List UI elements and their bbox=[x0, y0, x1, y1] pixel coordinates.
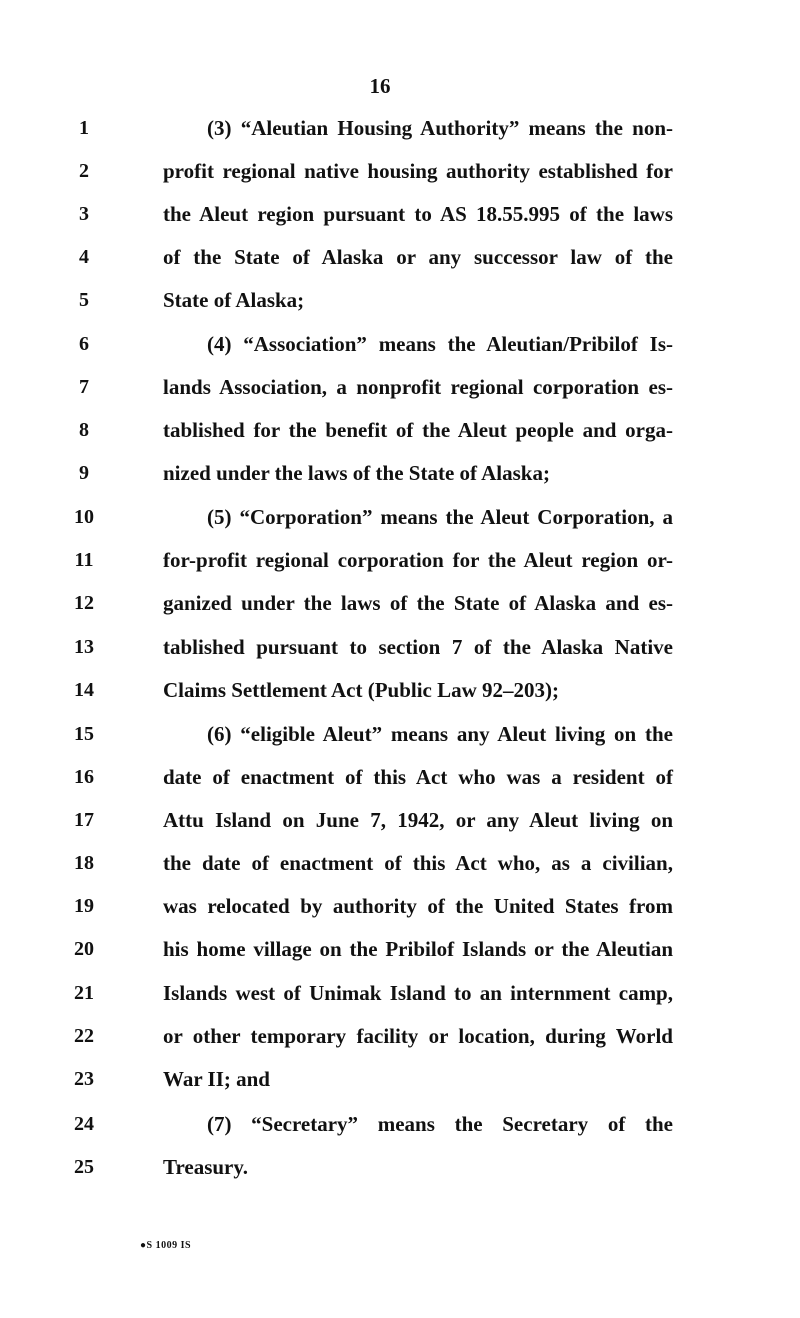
line-number: 8 bbox=[79, 419, 89, 441]
line-number: 9 bbox=[79, 462, 89, 484]
line-number: 11 bbox=[74, 549, 94, 571]
line-text: the Aleut region pursuant to AS 18.55.995 of the laws bbox=[163, 202, 673, 226]
line-text: Claims Settlement Act (Public Law 92–203); bbox=[163, 678, 560, 702]
text-line bbox=[0, 675, 800, 705]
line-text: (4) “Association” means the Aleutian/Pribilof Is- bbox=[207, 332, 673, 356]
text-line bbox=[0, 891, 800, 921]
line-number: 18 bbox=[74, 852, 94, 874]
text-line bbox=[0, 199, 800, 229]
line-number: 13 bbox=[74, 636, 94, 658]
line-number: 21 bbox=[74, 982, 94, 1004]
line-number: 12 bbox=[74, 592, 94, 614]
text-line bbox=[0, 1021, 800, 1051]
text-line bbox=[0, 1109, 800, 1139]
line-text: of the State of Alaska or any successor law of the bbox=[163, 245, 673, 269]
text-line bbox=[0, 762, 800, 792]
text-line bbox=[0, 458, 800, 488]
line-text: (6) “eligible Aleut” means any Aleut living on the bbox=[207, 722, 673, 746]
line-number: 5 bbox=[79, 289, 89, 311]
text-line bbox=[0, 545, 800, 575]
page-number: 16 bbox=[369, 74, 391, 98]
line-number: 6 bbox=[79, 333, 89, 355]
text-line bbox=[0, 632, 800, 662]
text-line bbox=[0, 502, 800, 532]
line-text: was relocated by authority of the United States from bbox=[163, 894, 673, 918]
line-number: 15 bbox=[74, 723, 94, 745]
line-number: 22 bbox=[74, 1025, 94, 1047]
text-line bbox=[0, 1152, 800, 1182]
line-text: Islands west of Unimak Island to an internment camp, bbox=[163, 981, 673, 1005]
text-line bbox=[0, 848, 800, 878]
line-text: profit regional native housing authority established for bbox=[163, 159, 673, 183]
line-text: tablished pursuant to section 7 of the Alaska Native bbox=[163, 635, 673, 659]
text-line bbox=[0, 1064, 800, 1094]
text-line bbox=[0, 329, 800, 359]
line-number: 14 bbox=[74, 679, 94, 701]
line-number: 19 bbox=[74, 895, 94, 917]
line-number: 24 bbox=[74, 1113, 94, 1135]
line-text: or other temporary facility or location, during World bbox=[163, 1024, 673, 1048]
text-line bbox=[0, 285, 800, 315]
line-text: (3) “Aleutian Housing Authority” means the non- bbox=[207, 116, 673, 140]
text-line bbox=[0, 805, 800, 835]
line-text: nized under the laws of the State of Alaska; bbox=[163, 461, 550, 485]
line-number: 20 bbox=[74, 938, 94, 960]
text-line bbox=[0, 113, 800, 143]
line-text: (7) “Secretary” means the Secretary of the bbox=[207, 1112, 673, 1136]
line-number: 3 bbox=[79, 203, 89, 225]
line-number: 17 bbox=[74, 809, 94, 831]
line-text: tablished for the benefit of the Aleut people and orga- bbox=[163, 418, 673, 442]
line-text: War II; and bbox=[163, 1067, 270, 1091]
line-text: for-profit regional corporation for the Aleut region or- bbox=[163, 548, 673, 572]
line-number: 7 bbox=[79, 376, 89, 398]
text-line bbox=[0, 242, 800, 272]
line-text: (5) “Corporation” means the Aleut Corporation, a bbox=[207, 505, 673, 529]
text-line bbox=[0, 156, 800, 186]
text-line bbox=[0, 372, 800, 402]
line-text: State of Alaska; bbox=[163, 288, 305, 312]
line-text: date of enactment of this Act who was a resident of bbox=[163, 765, 673, 789]
line-number: 23 bbox=[74, 1068, 94, 1090]
line-number: 4 bbox=[79, 246, 89, 268]
text-line bbox=[0, 415, 800, 445]
line-number: 25 bbox=[74, 1156, 94, 1178]
line-number: 16 bbox=[74, 766, 94, 788]
line-text: ganized under the laws of the State of Alaska and es- bbox=[163, 591, 673, 615]
line-text: lands Association, a nonprofit regional corporation es- bbox=[163, 375, 673, 399]
line-text: Treasury. bbox=[163, 1155, 248, 1179]
bill-identifier-footer: ●S 1009 IS bbox=[140, 1240, 192, 1251]
text-line bbox=[0, 588, 800, 618]
text-line bbox=[0, 719, 800, 749]
line-text: his home village on the Pribilof Islands or the Aleutian bbox=[163, 937, 673, 961]
text-line bbox=[0, 934, 800, 964]
line-text: the date of enactment of this Act who, as a civilian, bbox=[163, 851, 673, 875]
line-number: 2 bbox=[79, 160, 89, 182]
line-text: Attu Island on June 7, 1942, or any Aleut living on bbox=[163, 808, 673, 832]
text-line bbox=[0, 978, 800, 1008]
line-number: 10 bbox=[74, 506, 94, 528]
line-number: 1 bbox=[79, 117, 89, 139]
